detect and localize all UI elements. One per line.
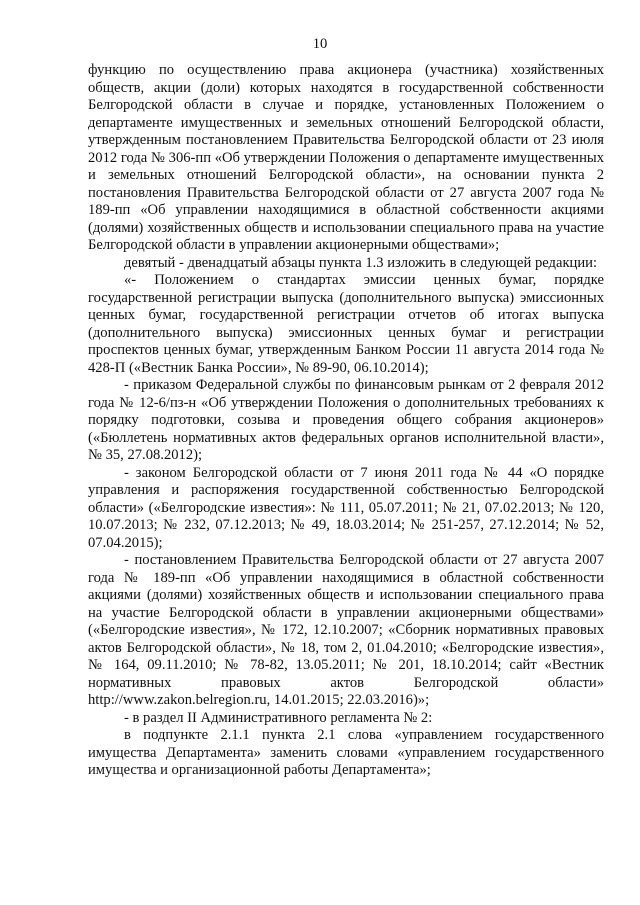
- paragraph-8: в подпункте 2.1.1 пункта 2.1 слова «управлением государственного имущества Департамента» заменить словами «управлением государственного имущества и организационной работы Департамента»;: [88, 727, 604, 778]
- paragraph-3: «- Положением о стандартах эмиссии ценных бумаг, порядке государственной регистрации выпуска (дополнительного выпуска) эмиссионных ценных бумаг, государственной регистрации отчетов об итогах выпуска (дополнительного выпуска) эмиссионных ценных бумаг и регистрации проспектов ценных бумаг, утвержденным Банком России 11 августа 2014 года № 428-П («Вестник Банка России», № 89-90, 06.10.2014);: [88, 272, 604, 376]
- paragraph-6: - постановлением Правительства Белгородской области от 27 августа 2007 года № 189-пп «Об управлении находящимися в областной собственности акциями (долями) хозяйственных обществ и использовании специального права на участие Белгородской области в управлении акционерными обществами» («Белгородские известия», № 172, 12.10.2007; «Сборник нормативных правовых актов Белгородской области», № 18, том 2, 01.04.2010; «Белгородские известия», № 164, 09.11.2010; № 78-82, 13.05.2011; № 201, 18.10.2014; сайт «Вестник нормативных правовых актов Белгородской области» http://www.zakon.belregion.ru, 14.01.2015; 22.03.2016)»;: [88, 552, 604, 708]
- paragraph-5: - законом Белгородской области от 7 июня 2011 года № 44 «О порядке управления и распоряжения государственной собственностью Белгородской области» («Белгородские известия»: № 111, 05.07.2011; № 21, 07.02.2013; № 120, 10.07.2013; № 232, 07.12.2013; № 49, 18.03.2014; № 251-257, 27.12.2014; № 52, 07.04.2015);: [88, 464, 604, 551]
- paragraph-4: - приказом Федеральной службы по финансовым рынкам от 2 февраля 2012 года № 12-6/пз-н «Об утверждении Положения о дополнительных требованиях к порядку подготовки, созыва и проведения общего собрания акционеров» («Бюллетень нормативных актов федеральных органов исполнительной власти», № 35, 27.08.2012);: [88, 377, 604, 463]
- paragraph-2: девятый - двенадцатый абзацы пункта 1.3 изложить в следующей редакции:: [124, 254, 598, 271]
- paragraph-1: функцию по осуществлению права акционера (участника) хозяйственных обществ, акции (доли) которых находятся в государственной собственности Белгородской области в случае и порядке, установленных Положением о департаменте имущественных и земельных отношений Белгородской области, утвержденным постановлением Правительства Белгородской области от 23 июля 2012 года № 306-пп «Об утверждении Положения о департаменте имущественных и земельных отношений Белгородской области», на основании пункта 2 постановления Правительства Белгородской области от 27 августа 2007 года № 189-пп «Об управлении находящимися в областной собственности акциями (долями) хозяйственных обществ и использовании специального права на участие Белгородской области в управлении акционерными обществами»;: [88, 62, 604, 253]
- page-number: 10: [312, 36, 328, 52]
- paragraph-7: - в раздел II Административного регламента № 2:: [124, 709, 433, 726]
- document-body: [88, 62, 604, 780]
